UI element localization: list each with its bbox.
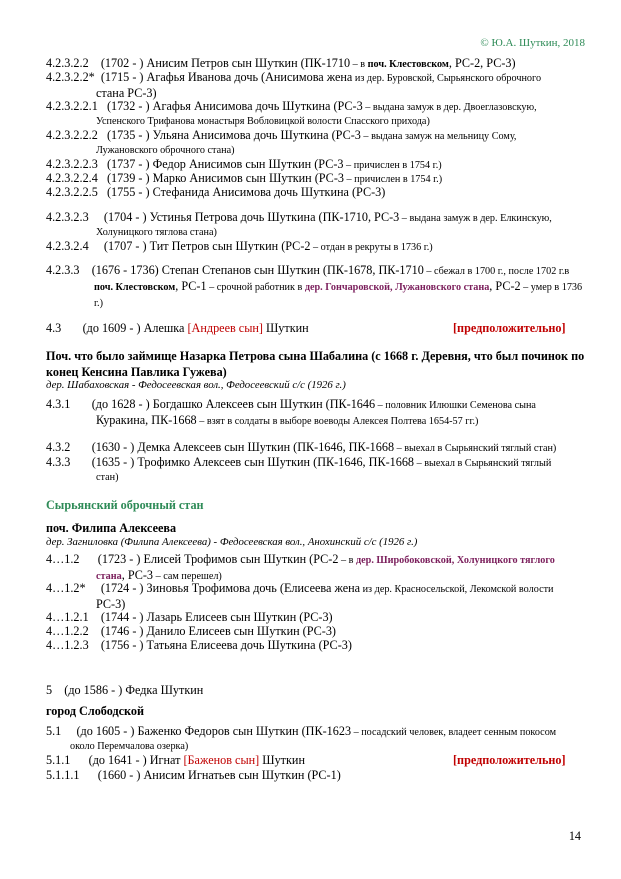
entry-note: – в	[350, 59, 368, 70]
entry-place-highlight: стана	[96, 571, 122, 582]
entry-text: Данило Елисеев сын Шуткин (РС-3)	[146, 624, 336, 638]
entry-text: Трофимко Алексеев сын Шуткин (ПК-1646, ПК-1668	[137, 455, 415, 469]
entry-text: Стефанида Анисимова дочь Шуткина (РС-3)	[152, 185, 386, 199]
genealogy-entry	[46, 768, 586, 782]
entry-code: 4.3.2	[46, 440, 71, 454]
entry-note: – умер в 1736 г.)	[94, 282, 583, 309]
entry-text: Устинья Петрова дочь Шуткина (ПК-1710, РС-3	[149, 210, 400, 224]
entry-years: (до 1641 - )	[88, 753, 147, 767]
genealogy-entry	[46, 128, 586, 158]
conjecture-tag: [предположительно]	[453, 753, 566, 767]
settlement-subheading: дер. Шабаховская - Федосеевская вол., Федосеевский с/с (1926 г.)	[46, 379, 346, 391]
entry-text: Агафья Иванова дочь (Анисимова жена	[146, 70, 353, 84]
entry-years: (1715 - )	[100, 70, 144, 84]
genealogy-entry	[46, 99, 586, 129]
genealogy-entry	[46, 581, 586, 611]
entry-years: (до 1609 - )	[82, 321, 141, 335]
entry-code: 4.2.3.2.2.4	[46, 171, 98, 185]
entry-years: (1744 - )	[100, 610, 144, 624]
entry-note: Холуницкого тяглова стана)	[96, 227, 217, 238]
entry-text: стана РС-3)	[96, 86, 157, 100]
entry-note: около Перемчалова озерка)	[70, 741, 189, 752]
entry-place: поч. Клестовском	[94, 282, 176, 293]
entry-years: (до 1605 - )	[76, 724, 135, 738]
entry-note: Лужановского оброчного стана)	[96, 145, 235, 156]
entry-text: Игнат	[149, 753, 184, 767]
copyright-notice: © Ю.А. Шуткин, 2018	[480, 37, 585, 49]
genealogy-entry	[46, 683, 586, 697]
entry-years: (1755 - )	[106, 185, 150, 199]
page-number: 14	[568, 829, 581, 843]
entry-years: (1739 - )	[106, 171, 150, 185]
entry-note: – выдана замуж на мельницу Сому,	[360, 131, 517, 142]
entry-text: Федка Шуткин	[125, 683, 204, 697]
entry-years: (1704 - )	[103, 210, 147, 224]
entry-years: (1630 - )	[91, 440, 135, 454]
entry-years: (до 1586 - )	[64, 683, 123, 697]
entry-text: Ульяна Анисимова дочь Шуткина (РС-3	[152, 128, 361, 142]
entry-note: – в	[338, 555, 356, 566]
entry-code: 4.2.3.2.2.3	[46, 157, 98, 171]
entry-note: – сбежал в 1700 г., после 1702 г.в	[423, 266, 570, 277]
entry-note: – отдан в рекруты в 1736 г.)	[310, 242, 433, 253]
entry-code: 4…1.2.2	[46, 624, 89, 638]
entry-code: 5.1.1.1	[46, 768, 80, 782]
entry-note: – выдана замуж в дер. Елкинскую,	[399, 213, 552, 224]
entry-code: 4…1.2.1	[46, 610, 89, 624]
entry-code: 4…1.2*	[46, 581, 86, 595]
entry-years: (1735 - )	[106, 128, 150, 142]
genealogy-entry	[46, 624, 586, 638]
entry-code: 4.2.3.2.2.2	[46, 128, 98, 142]
entry-note: – причислен в 1754 г.)	[343, 174, 443, 185]
entry-text: Куракина, ПК-1668	[96, 413, 197, 427]
genealogy-entry	[46, 185, 586, 199]
entry-text: Тит Петров сын Шуткин (РС-2	[149, 239, 311, 253]
entry-code: 4…1.2.3	[46, 638, 89, 652]
entry-place: поч. Клестовском	[367, 59, 449, 70]
section-heading: Сырьянский оброчный стан	[46, 498, 204, 512]
entry-code: 4.2.3.2.2*	[46, 70, 95, 84]
entry-code: 4.3	[46, 321, 62, 335]
entry-text: , РС-2, РС-3)	[448, 56, 516, 70]
entry-code: 4.2.3.2.2	[46, 56, 89, 70]
entry-code: 4.3.3	[46, 455, 71, 469]
entry-note: из дер. Красносельской, Лекомской волости	[360, 584, 554, 595]
entry-years: (1707 - )	[103, 239, 147, 253]
entry-text: Агафья Анисимова дочь Шуткина (РС-3	[152, 99, 363, 113]
conjecture-tag: [предположительно]	[453, 321, 566, 335]
entry-text: Алешка	[143, 321, 188, 335]
genealogy-entry	[46, 455, 586, 485]
entry-text: Лазарь Елисеев сын Шуткин (РС-3)	[146, 610, 333, 624]
settlement-heading: Поч. что было займище Назарка Петрова сына Шабалина (с 1668 г. Деревня, что был починок по конец Кенсина Павлика Гужева)	[46, 349, 585, 379]
entry-text: Анисим Петров сын Шуткин (ПК-1710	[146, 56, 351, 70]
entry-years: (1635 - )	[91, 455, 135, 469]
entry-note: – срочной работник в	[206, 282, 305, 293]
genealogy-entry	[46, 552, 586, 584]
genealogy-entry	[46, 638, 586, 652]
entry-years: (1746 - )	[100, 624, 144, 638]
settlement-heading: город Слободской	[46, 704, 145, 718]
entry-text: Богдашко Алексеев сын Шуткин (ПК-1646	[152, 397, 376, 411]
entry-conjecture: [Андреев сын]	[187, 321, 263, 335]
entry-text: , РС-2	[489, 279, 521, 293]
entry-note: стан)	[96, 472, 119, 483]
entry-place-highlight: дер. Широбоковской, Холуницкого тяглого	[356, 555, 555, 566]
entry-years: (1732 - )	[106, 99, 150, 113]
entry-text: , РС-3	[121, 568, 154, 582]
genealogy-entry	[46, 239, 586, 255]
entry-code: 5	[46, 683, 53, 697]
genealogy-entry	[46, 440, 586, 456]
entry-code: 4.2.3.2.4	[46, 239, 89, 253]
genealogy-entry	[46, 210, 586, 240]
entry-note: – посадский человек, владеет сенным покосом	[351, 727, 557, 738]
entry-text: Федор Анисимов сын Шуткин (РС-3	[152, 157, 344, 171]
entry-code: 4.2.3.2.3	[46, 210, 89, 224]
entry-note: – выдана замуж в дер. Двоеглазовскую,	[362, 102, 537, 113]
entry-place-highlight: дер. Гончаровской, Лужановского стана	[304, 282, 490, 293]
settlement-heading: поч. Филипа Алексеева	[46, 521, 177, 535]
entry-text: Шуткин	[262, 321, 309, 335]
entry-note: – половник Илюшки Семенова сына	[375, 400, 536, 411]
entry-conjecture: [Баженов сын]	[183, 753, 260, 767]
entry-text: Татьяна Елисеева дочь Шуткина (РС-3)	[146, 638, 352, 652]
entry-years: (1723 - )	[97, 552, 141, 566]
entry-years: (1660 - )	[97, 768, 141, 782]
entry-years: (1702 - )	[100, 56, 144, 70]
entry-code: 4.2.3.2.2.1	[46, 99, 98, 113]
entry-text: Степан Степанов сын Шуткин (ПК-1678, ПК-1710	[161, 263, 424, 277]
entry-note: из дер. Буровской, Сырьянского оброчного	[352, 73, 542, 84]
entry-note: – взят в солдаты в выборе воеводы Алексея Полтева 1654-57 гг.)	[196, 416, 479, 427]
entry-years: (1737 - )	[106, 157, 150, 171]
genealogy-entry	[46, 724, 586, 754]
entry-note: – причислен в 1754 г.)	[343, 160, 442, 171]
entry-code: 4.3.1	[46, 397, 71, 411]
entry-text: Елисей Трофимов сын Шуткин (РС-2	[143, 552, 339, 566]
genealogy-entry	[46, 263, 586, 311]
entry-code: 4.2.3.3	[46, 263, 80, 277]
entry-text: , РС-1	[175, 279, 207, 293]
entry-text: РС-3)	[96, 597, 126, 611]
entry-code: 5.1	[46, 724, 62, 738]
genealogy-entry	[46, 70, 586, 100]
entry-text: Анисим Игнатьев сын Шуткин (РС-1)	[143, 768, 341, 782]
entry-years: (до 1628 - )	[91, 397, 150, 411]
entry-text: Шуткин	[259, 753, 305, 767]
entry-code: 4…1.2	[46, 552, 80, 566]
entry-note: Успенского Трифанова монастыря Вобловицкой волости Спасского прихода)	[96, 116, 430, 127]
entry-text: Демка Алексеев сын Шуткин (ПК-1646, ПК-1668	[137, 440, 395, 454]
entry-years: (1724 - )	[100, 581, 144, 595]
entry-years: (1676 - 1736)	[91, 263, 159, 277]
entry-code: 5.1.1	[46, 753, 71, 767]
entry-note: – выехал в Сырьянский тяглый стан)	[394, 443, 557, 454]
entry-text: Марко Анисимов сын Шуткин (РС-3	[152, 171, 344, 185]
entry-years: (1756 - )	[100, 638, 144, 652]
entry-note: – сам перешел)	[153, 571, 222, 582]
entry-note: – выехал в Сырьянский тяглый	[414, 458, 552, 469]
entry-text: Зиновья Трофимова дочь (Елисеева жена	[146, 581, 361, 595]
entry-text: Баженко Федоров сын Шуткин (ПК-1623	[137, 724, 352, 738]
genealogy-entry	[46, 610, 586, 624]
entry-code: 4.2.3.2.2.5	[46, 185, 98, 199]
genealogy-entry	[46, 397, 586, 429]
settlement-subheading: дер. Загниловка (Филипа Алексеева) - Федосеевская вол., Анохинский с/с (1926 г.)	[46, 536, 418, 548]
